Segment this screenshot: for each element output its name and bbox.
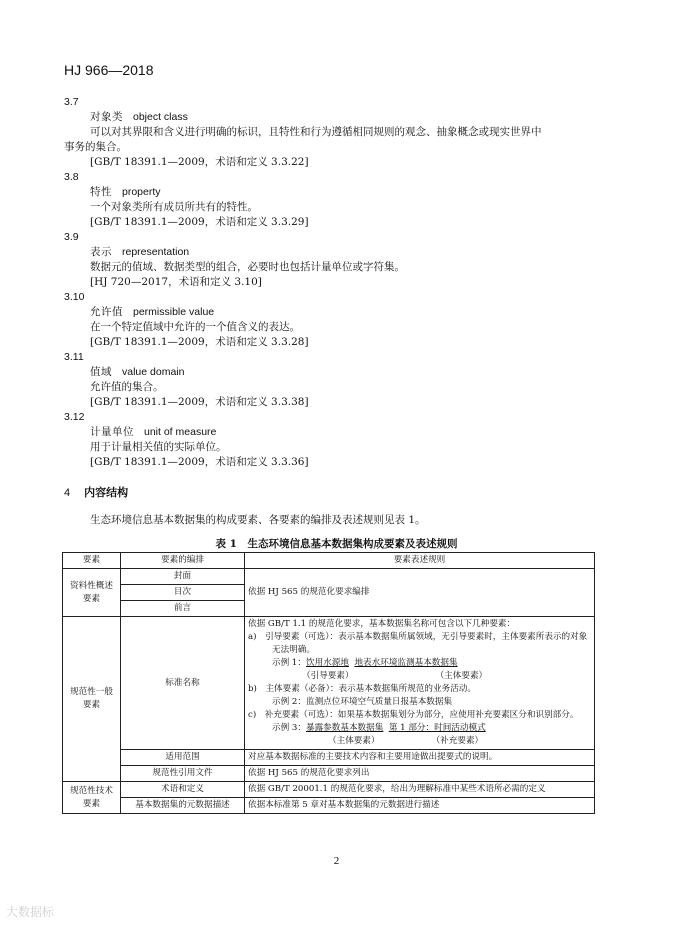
term-zh: 表示 — [90, 246, 112, 258]
example-2: 示例 2：监测点位环境空气质量日报基本数据集 — [272, 697, 453, 707]
term-number: 3.7 — [64, 96, 79, 108]
group-cell: 资料性概述要素 — [63, 569, 121, 617]
element-cell: 术语和定义 — [121, 782, 245, 798]
group-cell: 规范性技术要素 — [63, 782, 121, 814]
terms-list — [64, 95, 624, 470]
term-zh: 值域 — [90, 366, 112, 378]
watermark: 大数据标 — [6, 905, 55, 919]
term-entry — [64, 350, 624, 410]
example-underlined: 饮用水源地 — [305, 658, 349, 668]
rule-intro: 依据 GB/T 1.1 的规范化要求，基本数据集名称可包含以下几种要素： — [248, 619, 516, 629]
term-zh: 允许值 — [90, 306, 123, 318]
example-underlined: 暴露参数基本数据集 — [305, 723, 384, 733]
section-title: 内容结构 — [84, 486, 129, 499]
term-source: [GB/T 18391.1—2009，术语和定义 3.3.22] — [90, 156, 309, 168]
element-cell: 封面 — [121, 569, 245, 585]
table-caption: 表 1 生态环境信息基本数据集构成要素及表述规则 — [215, 538, 458, 550]
header-cell: 要素 — [63, 553, 121, 569]
term-number: 3.11 — [64, 351, 84, 363]
example-underlined: 地表水环境监测基本数据集 — [354, 658, 458, 668]
term-en: permissible value — [133, 306, 215, 318]
rule-item-c: c) 补充要素（可选）：如果基本数据集划分为部分，应使用补充要素区分和识别部分。 — [248, 710, 579, 720]
term-source: [GB/T 18391.1—2009，术语和定义 3.3.38] — [90, 396, 309, 408]
term-definition: 在一个特定值域中允许的一个值含义的表达。 — [90, 321, 300, 333]
term-source: [GB/T 18391.1—2009，术语和定义 3.3.29] — [90, 216, 309, 228]
term-en: value domain — [122, 366, 185, 378]
term-zh: 对象类 — [90, 111, 123, 123]
term-number: 3.8 — [64, 171, 79, 183]
table-row — [63, 782, 595, 798]
term-zh: 计量单位 — [90, 426, 134, 438]
term-definition-cont: 事务的集合。 — [64, 141, 127, 153]
term-entry — [64, 290, 624, 350]
term-zh: 特性 — [90, 186, 112, 198]
table-row — [63, 798, 595, 814]
term-en: object class — [133, 111, 188, 123]
term-number: 3.10 — [64, 291, 85, 303]
element-cell: 基本数据集的元数据描述 — [121, 798, 245, 814]
table-row — [63, 750, 595, 766]
example-1: 示例 1：饮用水源地 地表水环境监测基本数据集 — [272, 658, 458, 668]
term-definition: 数据元的值域、数据类型的组合，必要时也包括计量单位或字符集。 — [90, 261, 405, 273]
rule-cell: 对应基本数据标准的主要技术内容和主要用途做出提要式的说明。 — [245, 750, 595, 766]
term-source: [GB/T 18391.1—2009，术语和定义 3.3.28] — [90, 336, 309, 348]
element-cell: 前言 — [121, 601, 245, 617]
term-entry — [64, 230, 624, 290]
term-entry — [64, 170, 624, 230]
section-heading — [64, 484, 128, 500]
term-number: 3.12 — [64, 411, 85, 423]
element-cell: 规范性引用文件 — [121, 766, 245, 782]
term-en: representation — [122, 246, 190, 258]
element-cell: 目次 — [121, 585, 245, 601]
example-1-labels: （引导要素） （主体要素） — [302, 671, 488, 681]
rule-cell: 依据本标准第 5 章对基本数据集的元数据进行描述 — [245, 798, 595, 814]
term-definition: 可以对其界限和含义进行明确的标识，且特性和行为遵循相同规则的观念、抽象概念或现实世界中 — [90, 126, 542, 138]
header-cell: 要素的编排 — [121, 553, 245, 569]
rule-item-b: b) 主体要素（必备）：表示基本数据集所规范的业务活动。 — [248, 684, 476, 694]
table-row — [63, 766, 595, 782]
rule-cell: 依据 HJ 565 的规范化要求编排 — [245, 569, 595, 617]
table-row — [63, 569, 595, 585]
rule-cell — [245, 617, 595, 750]
example-underlined: 第 1 部分：时间活动模式 — [388, 723, 486, 733]
term-entry — [64, 95, 624, 170]
table-header-row — [63, 553, 595, 569]
header-cell: 要素表述规则 — [245, 553, 595, 569]
element-cell: 适用范围 — [121, 750, 245, 766]
elements-table — [62, 552, 595, 814]
element-cell: 标准名称 — [121, 617, 245, 750]
example-3: 示例 3：暴露参数基本数据集 第 1 部分：时间活动模式 — [272, 723, 486, 733]
rule-item-a: a) 引导要素（可选）：表示基本数据集所属领域，无引导要素时，主体要素所表示的对象无法明确。 — [248, 632, 588, 655]
standard-number-header: HJ 966—2018 — [64, 62, 154, 78]
term-definition: 用于计量相关值的实际单位。 — [90, 441, 227, 453]
rule-cell: 依据 HJ 565 的规范化要求列出 — [245, 766, 595, 782]
term-source: [HJ 720—2017，术语和定义 3.10] — [90, 276, 262, 288]
body-paragraph: 生态环境信息基本数据集的构成要素、各要素的编排及表述规则见表 1。 — [90, 514, 426, 526]
table-row — [63, 617, 595, 750]
section-number: 4 — [64, 487, 71, 499]
term-entry — [64, 410, 624, 470]
term-number: 3.9 — [64, 231, 79, 243]
term-definition: 允许值的集合。 — [90, 381, 164, 393]
term-en: property — [122, 186, 161, 198]
term-source: [GB/T 18391.1—2009，术语和定义 3.3.36] — [90, 456, 309, 468]
page-number: 2 — [333, 855, 340, 867]
example-3-labels: （主体要素） （补充要素） — [328, 736, 484, 746]
term-en: unit of measure — [144, 426, 217, 438]
rule-cell: 依据 GB/T 20001.1 的规范化要求，给出为理解标准中某些术语所必需的定义 — [245, 782, 595, 798]
term-definition: 一个对象类所有成员所共有的特性。 — [90, 201, 258, 213]
group-cell: 规范性一般要素 — [63, 617, 121, 782]
